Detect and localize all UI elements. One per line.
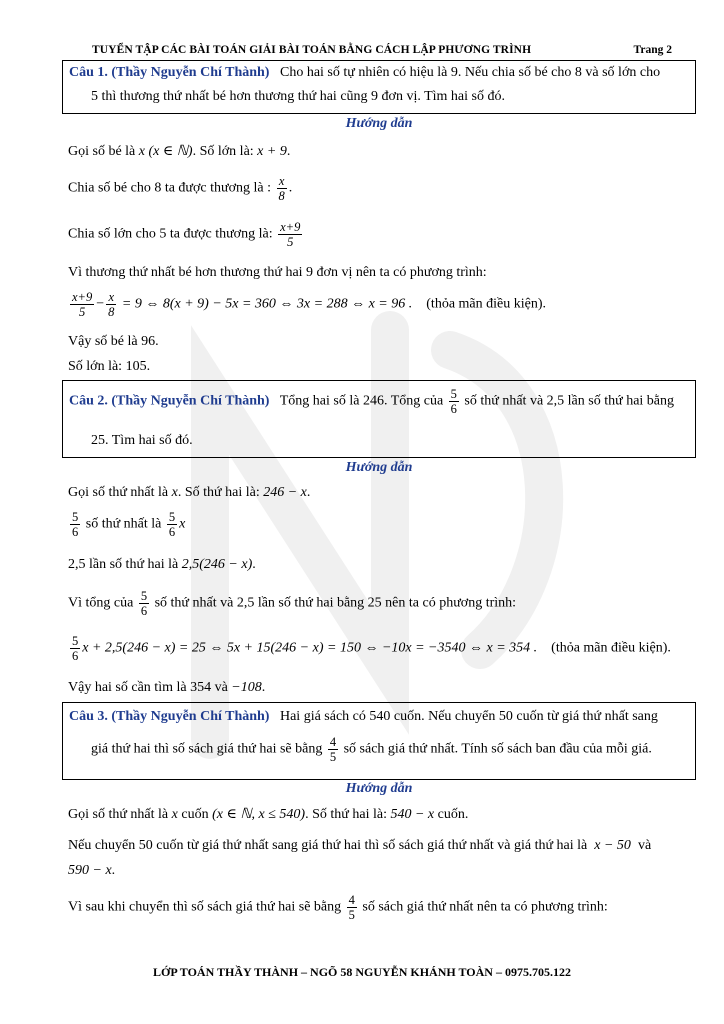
text: Gọi số thứ nhất là	[68, 807, 169, 822]
solution-1-line-4: Vì thương thứ nhất bé hơn thương thứ hai 9 đơn vị nên ta có phương trình:	[68, 265, 487, 280]
solution-1-line-3	[68, 220, 304, 249]
question-1-text-2: 5 thì thương thứ nhất bé hơn thương thứ hai cũng 9 đơn vị. Tìm hai số đó.	[91, 89, 505, 104]
math: x − 50	[594, 838, 631, 853]
math: −108	[231, 680, 262, 695]
math: 2,5(246 − x)	[181, 557, 253, 572]
denominator: 8	[108, 305, 115, 319]
solution-3-line-1	[68, 806, 468, 823]
solution-2-line-2	[68, 510, 185, 539]
fraction	[449, 387, 459, 416]
text: . Số thứ hai là:	[177, 485, 260, 500]
text: (thỏa mãn điều kiện).	[551, 640, 671, 656]
fraction	[70, 510, 80, 539]
text: giá thứ hai thì số sách giá thứ hai sẽ bằng	[91, 741, 323, 757]
fraction	[167, 510, 177, 539]
fraction	[106, 290, 116, 319]
solution-2-line-4	[68, 589, 516, 618]
solution-1-line-2	[68, 174, 292, 203]
denominator: 6	[168, 525, 176, 539]
solution-2-conclusion	[68, 680, 265, 696]
math: x	[171, 485, 178, 500]
text: . Số lớn là:	[192, 144, 254, 159]
page-footer: LỚP TOÁN THẦY THÀNH – NGÕ 58 NGUYỄN KHÁNH TOÀN – 0975.705.122	[153, 965, 571, 979]
text: .	[111, 863, 116, 878]
fraction	[278, 220, 302, 249]
text: Nếu chuyển 50 cuốn từ giá thứ nhất sang giá thứ hai thì số sách giá thứ nhất và giá thứ hai là	[68, 838, 588, 853]
text: .	[261, 680, 266, 695]
text: và	[637, 838, 652, 853]
numerator: x+9	[280, 220, 301, 234]
solution-3-line-4	[68, 893, 608, 922]
fraction	[70, 290, 94, 319]
denominator: 8	[278, 189, 285, 203]
question-2-label: Câu 2. (Thầy Nguyễn Chí Thành)	[69, 393, 270, 409]
numerator: x	[277, 174, 287, 189]
solution-3-line-3	[68, 863, 115, 879]
text: Tổng hai số là 246. Tổng của	[279, 393, 444, 409]
numerator: 5	[140, 589, 148, 603]
question-3-label: Câu 3. (Thầy Nguyễn Chí Thành)	[69, 709, 270, 724]
fraction	[70, 634, 80, 663]
math: 590 − x	[68, 863, 112, 878]
text: (thỏa mãn điều kiện).	[426, 296, 547, 312]
fraction	[139, 589, 149, 618]
text: số sách giá thứ nhất. Tính số sách ban đầu của mỗi giá.	[343, 741, 652, 757]
denominator: 6	[140, 604, 148, 618]
text: cuốn.	[437, 807, 469, 822]
page-header	[62, 42, 698, 60]
solution-1-equation: $\frac{x+9}{5}$ − $\frac{x}{8}$ = 9 ⇔ 8(x + 9) − 5x = 360 ⇔ 3x = 288 ⇔ x = 96 . (thỏa mãn điều kiện).	[72, 290, 547, 319]
numerator: x+9	[72, 290, 93, 304]
fraction	[347, 893, 357, 922]
numerator: 4	[329, 735, 337, 749]
math: x + 2,5(246 − x) = 25 ⇔ 5x + 15(246 − x) = 150 ⇔ −10x = −3540 ⇔ x = 354 .	[82, 640, 538, 656]
numerator: 5	[72, 634, 79, 648]
text: cuốn	[181, 807, 209, 822]
solution-3-line-2	[68, 838, 651, 854]
solution-2-line-3	[68, 557, 256, 573]
question-1-text: Cho hai số tự nhiên có hiệu là 9. Nếu chia số bé cho 8 và số lớn cho	[279, 65, 661, 80]
fraction	[277, 174, 287, 203]
question-1-box	[62, 60, 696, 114]
math: 540 − x	[390, 807, 435, 822]
guide-heading-1: Hướng dẫn	[345, 116, 413, 131]
question-2-text-2: 25. Tìm hai số đó.	[91, 433, 193, 448]
denominator: 6	[72, 649, 79, 663]
page-number: Trang 2	[633, 44, 672, 56]
math: x + 9	[257, 144, 287, 159]
solution-1-conclusion-2: Số lớn là: 105.	[68, 359, 151, 374]
numerator: 5	[72, 510, 79, 524]
text: Vì sau khi chuyển thì số sách giá thứ hai sẽ bằng	[68, 899, 342, 915]
text: Chia số bé cho 8 ta được thương là :	[68, 180, 271, 196]
text: số thứ nhất và 2,5 lần số thứ hai bằng	[464, 393, 675, 409]
text: số sách giá thứ nhất nên ta có phương trình:	[362, 899, 608, 915]
question-3-box	[62, 702, 696, 780]
denominator: 6	[450, 402, 457, 416]
text: số thứ nhất là	[85, 516, 162, 532]
denominator: 5	[348, 908, 355, 922]
denominator: 5	[287, 235, 294, 249]
text: .	[288, 180, 293, 196]
text: .	[306, 485, 311, 500]
solution-2-line-1	[68, 485, 310, 501]
text: số thứ nhất và 2,5 lần số thứ hai bằng 25 nên ta có phương trình:	[154, 595, 517, 611]
math: x	[179, 516, 186, 532]
math: x	[171, 807, 178, 822]
denominator: 5	[329, 750, 337, 764]
solution-2-equation	[68, 634, 671, 663]
text: Gọi số thứ nhất là	[68, 485, 169, 500]
text: Chia số lớn cho 5 ta được thương là:	[68, 226, 273, 242]
solution-1-conclusion-1: Vậy số bé là 96.	[68, 334, 159, 349]
header-title: TUYỂN TẬP CÁC BÀI TOÁN GIẢI BÀI TOÁN BẰNG CÁCH LẬP PHƯƠNG TRÌNH	[92, 44, 532, 56]
numerator: x	[106, 290, 116, 305]
question-3-text-2	[91, 735, 652, 764]
math: 246 − x	[263, 485, 307, 500]
denominator: 5	[78, 305, 86, 319]
solution-1-line-1	[68, 143, 290, 160]
denominator: 6	[72, 525, 79, 539]
text: Gọi số bé là	[68, 144, 136, 159]
numerator: 5	[168, 510, 176, 524]
numerator: 4	[348, 893, 355, 907]
fraction	[328, 735, 338, 764]
math: x (x ∈ ℕ)	[138, 144, 193, 159]
question-1-label: Câu 1. (Thầy Nguyễn Chí Thành)	[69, 65, 270, 80]
math: (x ∈ ℕ, x ≤ 540)	[212, 807, 306, 822]
text: .	[286, 144, 291, 159]
text: .	[252, 557, 256, 572]
text: Hai giá sách có 540 cuốn. Nếu chuyển 50 cuốn từ giá thứ nhất sang	[279, 709, 658, 724]
guide-heading-2: Hướng dẫn	[345, 460, 413, 475]
guide-heading-3: Hướng dẫn	[345, 781, 413, 796]
text: 2,5 lần số thứ hai là	[68, 557, 179, 572]
text: Vậy hai số cần tìm là 354 và	[68, 680, 228, 695]
numerator: 5	[450, 387, 457, 401]
text: Vì tổng của	[68, 595, 134, 611]
question-2-box	[62, 380, 696, 458]
text: . Số thứ hai là:	[305, 807, 387, 822]
math: = 9 ⇔ 8(x + 9) − 5x = 360 ⇔ 3x = 288 ⇔ x = 96 .	[121, 296, 413, 312]
